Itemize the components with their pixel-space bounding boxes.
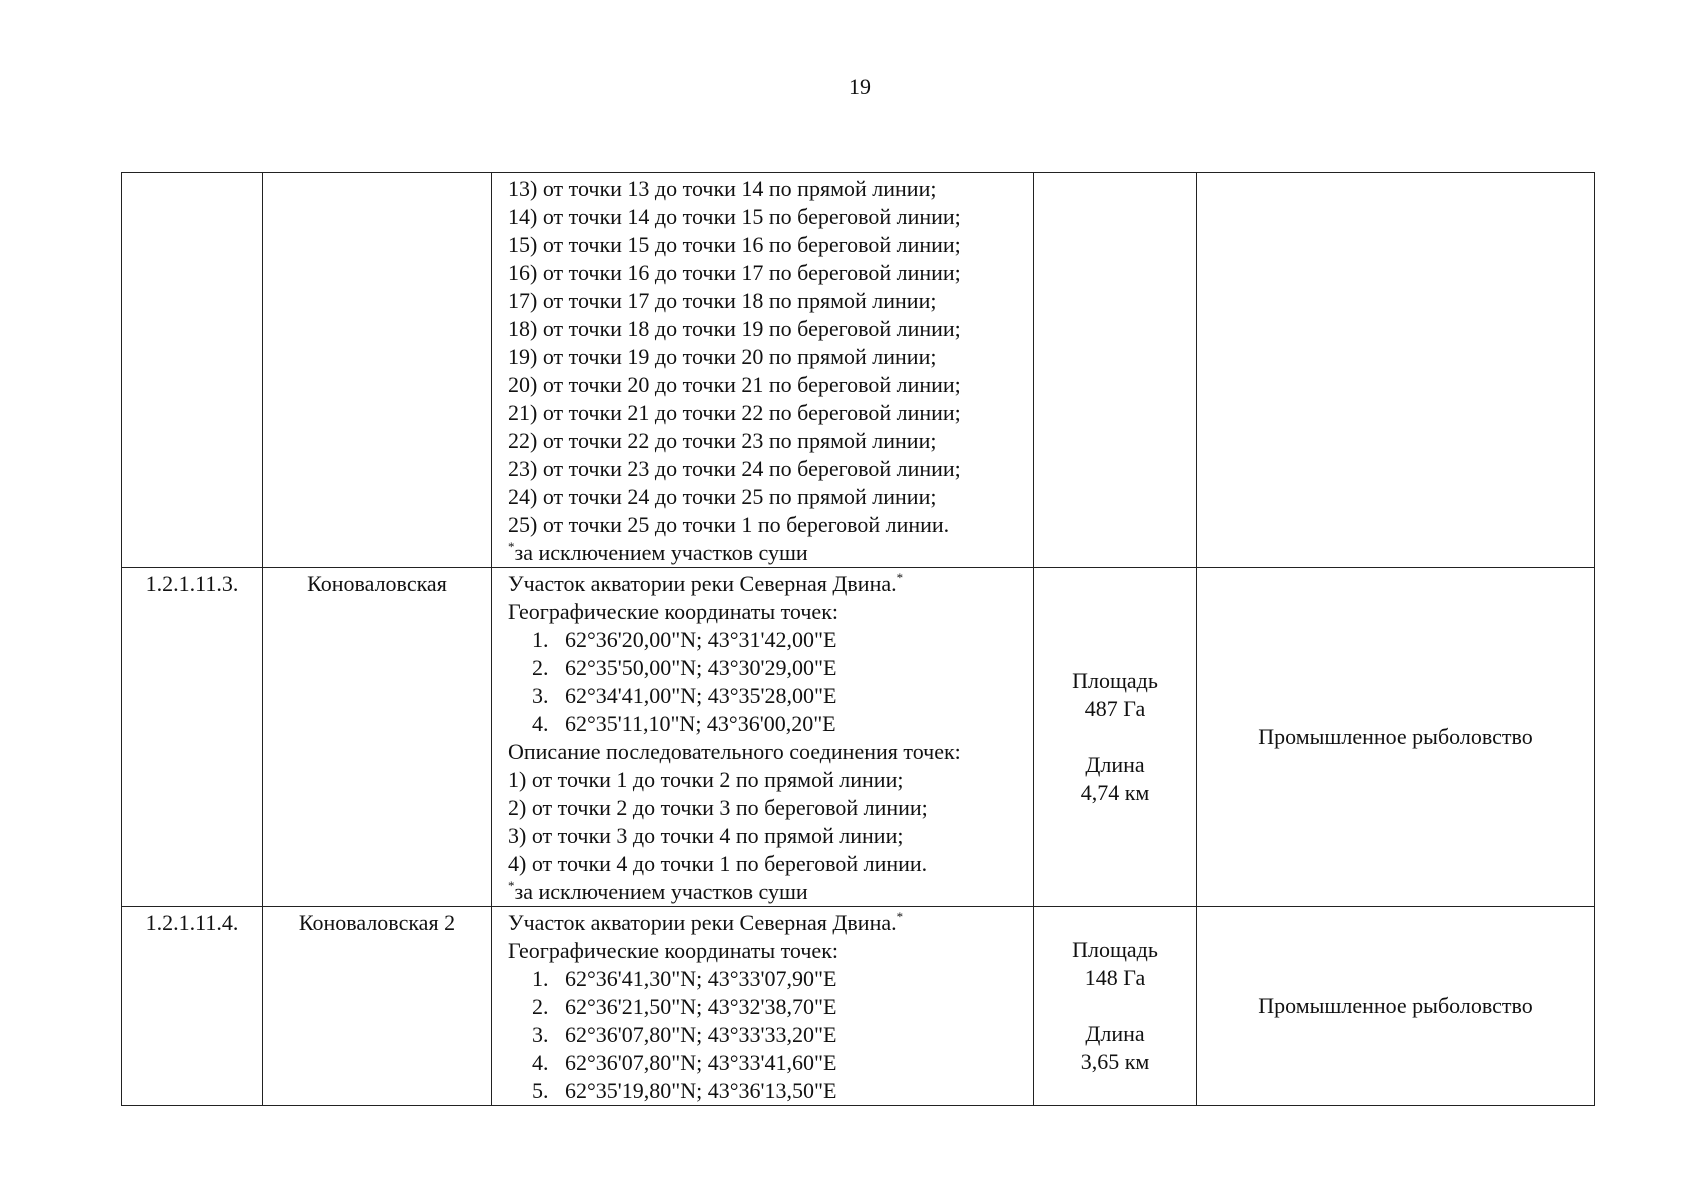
- coords-header: Географические координаты точек:: [508, 599, 838, 624]
- coordinate-item: [508, 682, 1027, 710]
- coord-value: 62°35'11,10"N; 43°36'00,20"E: [565, 711, 836, 736]
- area-label: Площадь: [1072, 937, 1158, 962]
- coord-value: 62°35'50,00"N; 43°30'29,00"E: [565, 655, 837, 680]
- coordinate-item: [508, 1049, 1027, 1077]
- length-value: 3,65 км: [1080, 1049, 1150, 1074]
- purpose-cell: [1197, 173, 1595, 568]
- size-cell: [1034, 568, 1197, 907]
- coord-number: 3.: [532, 1022, 549, 1047]
- connection-line: 3) от точки 3 до точки 4 по прямой линии;: [508, 823, 904, 848]
- coord-value: 62°36'20,00"N; 43°31'42,00"E: [565, 627, 837, 652]
- connection-line: 21) от точки 21 до точки 22 по береговой линии;: [508, 400, 961, 425]
- connection-line: 14) от точки 14 до точки 15 по береговой линии;: [508, 204, 961, 229]
- area-name: Коноваловская: [263, 568, 492, 907]
- connection-line: 4) от точки 4 до точки 1 по береговой линии.: [508, 851, 928, 876]
- area-intro: [508, 570, 1027, 598]
- coordinate-item: [508, 1021, 1027, 1049]
- coordinate-item: [508, 965, 1027, 993]
- connection-line: 13) от точки 13 до точки 14 по прямой линии;: [508, 176, 937, 201]
- length-value: 4,74 км: [1080, 780, 1150, 805]
- area-number: 1.2.1.11.4.: [122, 907, 263, 1106]
- table-row: [122, 568, 1595, 907]
- footnote-mark: *: [508, 878, 515, 893]
- coordinate-item: [508, 626, 1027, 654]
- name-cell: [263, 173, 492, 568]
- connection-line: 19) от точки 19 до точки 20 по прямой линии;: [508, 344, 937, 369]
- coord-value: 62°36'07,80"N; 43°33'41,60"E: [565, 1050, 837, 1075]
- footnote-mark: *: [508, 539, 515, 554]
- description-cell: [492, 907, 1034, 1106]
- coord-value: 62°36'07,80"N; 43°33'33,20"E: [565, 1022, 837, 1047]
- connection-line: 22) от точки 22 до точки 23 по прямой линии;: [508, 428, 937, 453]
- coord-number: 4.: [532, 1050, 549, 1075]
- intro-mark: *: [896, 570, 904, 585]
- coords-header: Географические координаты точек:: [508, 938, 838, 963]
- connection-line: 16) от точки 16 до точки 17 по береговой линии;: [508, 260, 961, 285]
- connection-line: 20) от точки 20 до точки 21 по береговой линии;: [508, 372, 961, 397]
- coord-value: 62°36'21,50"N; 43°32'38,70"E: [565, 994, 837, 1019]
- purpose-cell: Промышленное рыболовство: [1197, 568, 1595, 907]
- length-label: Длина: [1085, 752, 1145, 777]
- area-value: 487 Га: [1084, 696, 1146, 721]
- coord-number: 5.: [532, 1078, 549, 1103]
- coordinate-item: [508, 993, 1027, 1021]
- footnote-text: за исключением участков суши: [514, 879, 808, 904]
- footnote: [508, 878, 1027, 906]
- coord-number: 3.: [532, 683, 549, 708]
- description-cell: [492, 568, 1034, 907]
- area-name: Коноваловская 2: [263, 907, 492, 1106]
- coord-number: 1.: [532, 627, 549, 652]
- connection-line: 25) от точки 25 до точки 1 по береговой линии.: [508, 512, 950, 537]
- connection-line: 24) от точки 24 до точки 25 по прямой линии;: [508, 484, 937, 509]
- description-cell: [492, 173, 1034, 568]
- connection-header: Описание последовательного соединения точек:: [508, 739, 961, 764]
- size-cell: [1034, 907, 1197, 1106]
- table-row: [122, 907, 1595, 1106]
- purpose-cell: Промышленное рыболовство: [1197, 907, 1595, 1106]
- area-label: Площадь: [1072, 668, 1158, 693]
- coord-number: 4.: [532, 711, 549, 736]
- footnote: [508, 539, 1027, 567]
- connection-line: 1) от точки 1 до точки 2 по прямой линии;: [508, 767, 904, 792]
- footnote-text: за исключением участков суши: [514, 540, 808, 565]
- coord-value: 62°36'41,30"N; 43°33'07,90"E: [565, 966, 837, 991]
- coord-number: 2.: [532, 655, 549, 680]
- coordinate-item: [508, 710, 1027, 738]
- connection-line: 17) от точки 17 до точки 18 по прямой линии;: [508, 288, 937, 313]
- area-intro: [508, 909, 1027, 937]
- coord-number: 1.: [532, 966, 549, 991]
- length-label: Длина: [1085, 1021, 1145, 1046]
- size-cell: [1034, 173, 1197, 568]
- area-value: 148 Га: [1084, 965, 1146, 990]
- coord-value: 62°34'41,00"N; 43°35'28,00"E: [565, 683, 837, 708]
- coordinate-item: [508, 1077, 1027, 1105]
- connection-line: 2) от точки 2 до точки 3 по береговой линии;: [508, 795, 928, 820]
- coord-number: 2.: [532, 994, 549, 1019]
- area-number: 1.2.1.11.3.: [122, 568, 263, 907]
- intro-mark: *: [896, 909, 904, 924]
- connection-line: 15) от точки 15 до точки 16 по береговой линии;: [508, 232, 961, 257]
- intro-text: Участок акватории реки Северная Двина.: [508, 571, 897, 596]
- coord-value: 62°35'19,80"N; 43°36'13,50"E: [565, 1078, 837, 1103]
- fishing-areas-table: [121, 172, 1595, 1106]
- coordinate-item: [508, 654, 1027, 682]
- connection-line: 23) от точки 23 до точки 24 по береговой линии;: [508, 456, 961, 481]
- number-cell: [122, 173, 263, 568]
- table-row-continuation: [122, 173, 1595, 568]
- connection-line: 18) от точки 18 до точки 19 по береговой линии;: [508, 316, 961, 341]
- page-number: 19: [849, 74, 871, 99]
- intro-text: Участок акватории реки Северная Двина.: [508, 910, 897, 935]
